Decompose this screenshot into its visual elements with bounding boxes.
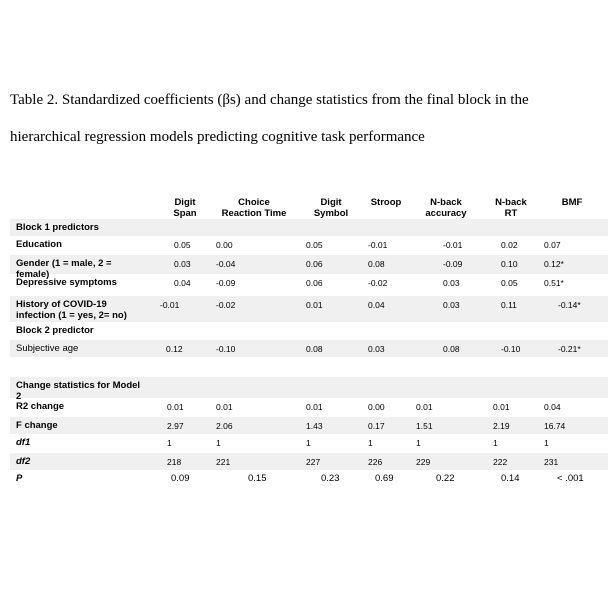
row-label: P [16, 473, 23, 484]
table-cell-digit-symbol: 0.01 [306, 402, 323, 412]
table-row [10, 340, 608, 357]
table-cell-digit-span: 0.12 [166, 344, 183, 354]
table-cell-bmf: 0.12* [544, 259, 564, 269]
table-cell-n-back-rt: 0.14 [501, 473, 520, 484]
column-header-n-back-rt: N-back RT [495, 197, 527, 219]
table-cell-digit-span: 0.04 [174, 278, 191, 288]
table-cell-bmf: 231 [544, 457, 559, 467]
table-cell-n-back-rt: 0.02 [501, 240, 518, 250]
table-cell-digit-span: 0.03 [174, 259, 191, 269]
table-cell-stroop: 0.03 [368, 344, 385, 354]
row-label: Block 2 predictor [16, 325, 94, 336]
table-cell-n-back-accuracy: -0.01 [443, 240, 463, 250]
table-cell-bmf: -0.21* [558, 344, 581, 354]
table-cell-digit-span: 218 [167, 457, 182, 467]
table-cell-digit-span: 0.05 [174, 240, 191, 250]
table-cell-stroop: 0.69 [375, 473, 394, 484]
table-cell-n-back-rt: 1 [493, 438, 498, 448]
table-row [10, 274, 608, 296]
table-cell-choice-reaction-time: -0.09 [216, 278, 236, 288]
table-cell-digit-span: 0.01 [167, 402, 184, 412]
table-cell-n-back-rt: 0.05 [501, 278, 518, 288]
table-cell-digit-span: 2.97 [167, 421, 184, 431]
table-cell-stroop: 0.08 [368, 259, 385, 269]
table-cell-n-back-accuracy: 0.03 [443, 278, 460, 288]
column-header-n-back-accuracy: N-back accuracy [425, 197, 467, 219]
table-cell-digit-symbol: 0.08 [306, 344, 323, 354]
table-row [10, 322, 608, 340]
table-cell-digit-span: 1 [167, 438, 172, 448]
row-label: Block 1 predictors [16, 222, 99, 233]
table-row [10, 434, 608, 453]
table-cell-choice-reaction-time: 2.06 [216, 421, 233, 431]
table-cell-n-back-rt: 0.10 [501, 259, 518, 269]
table-cell-n-back-accuracy: -0.09 [443, 259, 463, 269]
table-cell-stroop: -0.02 [368, 278, 388, 288]
table-cell-bmf: < .001 [557, 473, 584, 484]
table-cell-choice-reaction-time: -0.10 [216, 344, 236, 354]
table-cell-stroop: 226 [368, 457, 383, 467]
table-cell-choice-reaction-time: 221 [216, 457, 231, 467]
table-cell-digit-symbol: 0.01 [306, 300, 323, 310]
table-cell-n-back-rt: 222 [493, 457, 508, 467]
table-cell-n-back-accuracy: 0.08 [443, 344, 460, 354]
table-row [10, 255, 608, 280]
table-cell-bmf: 0.07 [544, 240, 561, 250]
table-caption-line-1: Table 2. Standardized coefficients (βs) and change statistics from the final block in the [10, 92, 529, 108]
table-cell-digit-symbol: 1 [306, 438, 311, 448]
table-cell-stroop: 0.17 [368, 421, 385, 431]
row-label: F change [16, 420, 58, 431]
table-cell-bmf: 0.51* [544, 278, 564, 288]
column-header-digit-span: Digit Span [173, 197, 197, 219]
table-row [10, 398, 608, 417]
table-cell-stroop: 1 [368, 438, 373, 448]
row-label: df1 [16, 437, 31, 448]
row-label: History of COVID-19 infection (1 = yes, 2= no) [16, 299, 127, 321]
column-header-choice-reaction-time: Choice Reaction Time [221, 197, 287, 219]
table-row [10, 453, 608, 470]
table-cell-digit-symbol: 1.43 [306, 421, 323, 431]
row-label: Subjective age [16, 343, 79, 354]
table-cell-stroop: -0.01 [368, 240, 388, 250]
row-label: Education [16, 239, 62, 250]
table-cell-choice-reaction-time: 0.15 [248, 473, 267, 484]
table-row [10, 470, 608, 489]
table-cell-n-back-rt: 2.19 [493, 421, 510, 431]
table-cell-n-back-rt: 0.01 [493, 402, 510, 412]
table-cell-choice-reaction-time: 0.01 [216, 402, 233, 412]
table-cell-n-back-accuracy: 1.51 [416, 421, 433, 431]
row-label: Depressive symptoms [16, 277, 117, 288]
table-cell-digit-symbol: 0.06 [306, 278, 323, 288]
table-row [10, 357, 608, 377]
table-caption-line-2: hierarchical regression models predicting cognitive task performance [10, 129, 425, 145]
table-cell-choice-reaction-time: -0.04 [216, 259, 236, 269]
table-cell-n-back-rt: 0.11 [501, 300, 517, 310]
table-cell-stroop: 0.00 [368, 402, 385, 412]
table-cell-bmf: -0.14* [558, 300, 581, 310]
table-cell-digit-span: 0.09 [171, 473, 190, 484]
table-row [10, 236, 608, 255]
table-cell-n-back-accuracy: 1 [416, 438, 421, 448]
table-row [10, 377, 608, 402]
row-label: R2 change [16, 401, 65, 412]
table-cell-digit-symbol: 227 [306, 457, 321, 467]
table-cell-stroop: 0.04 [368, 300, 385, 310]
table-cell-choice-reaction-time: -0.02 [216, 300, 236, 310]
table-cell-n-back-rt: -0.10 [501, 344, 521, 354]
table-cell-choice-reaction-time: 0.00 [216, 240, 233, 250]
table-cell-bmf: 16.74 [544, 421, 566, 431]
table-row [10, 219, 608, 236]
table-cell-digit-symbol: 0.06 [306, 259, 323, 269]
table-cell-digit-symbol: 0.05 [306, 240, 323, 250]
table-row [10, 296, 608, 322]
table-cell-n-back-accuracy: 229 [416, 457, 431, 467]
table-cell-bmf: 1 [544, 438, 549, 448]
table-cell-choice-reaction-time: 1 [216, 438, 221, 448]
row-label: Change statistics for Model 2 [16, 380, 141, 402]
row-label: Gender (1 = male, 2 = female) [16, 258, 112, 280]
table-cell-n-back-accuracy: 0.01 [416, 402, 433, 412]
column-header-digit-symbol: Digit Symbol [313, 197, 349, 219]
row-label: df2 [16, 456, 31, 467]
table-cell-n-back-accuracy: 0.03 [443, 300, 460, 310]
table-cell-n-back-accuracy: 0.22 [436, 473, 455, 484]
table-cell-bmf: 0.04 [544, 402, 561, 412]
table-cell-digit-symbol: 0.23 [321, 473, 340, 484]
table-cell-digit-span: -0.01 [160, 300, 180, 310]
column-header-bmf: BMF [561, 197, 583, 208]
column-header-stroop: Stroop [370, 197, 402, 208]
table-row [10, 417, 608, 434]
